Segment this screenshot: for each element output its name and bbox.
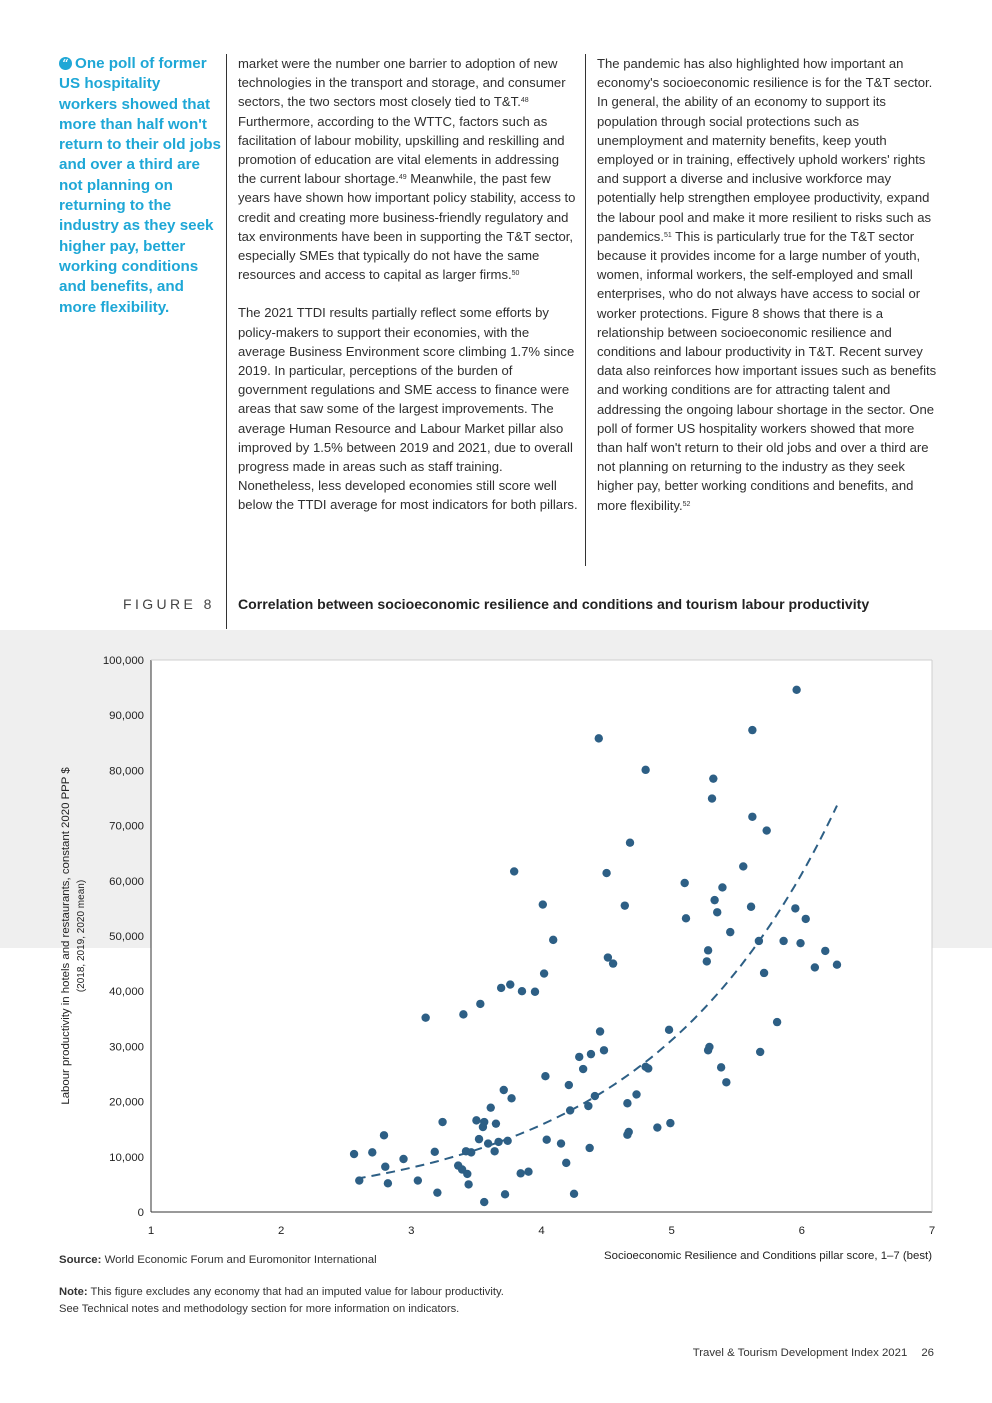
- data-point: [459, 1010, 467, 1018]
- data-point: [703, 957, 711, 965]
- data-point: [500, 1086, 508, 1094]
- data-point: [531, 988, 539, 996]
- column-divider-2: [585, 54, 586, 566]
- data-point: [540, 969, 548, 977]
- footnote-ref: 49: [398, 174, 407, 182]
- data-point: [516, 1169, 524, 1177]
- data-point: [570, 1190, 578, 1198]
- data-point: [507, 1094, 515, 1102]
- data-point: [709, 774, 717, 782]
- y-tick-label: 0: [137, 1207, 144, 1219]
- data-point: [472, 1116, 480, 1124]
- data-point: [524, 1168, 532, 1176]
- data-point: [562, 1159, 570, 1167]
- data-point: [543, 1135, 551, 1143]
- data-point: [621, 901, 629, 909]
- data-point: [591, 1092, 599, 1100]
- data-point: [381, 1163, 389, 1171]
- data-point: [368, 1148, 376, 1156]
- data-point: [480, 1118, 488, 1126]
- data-point: [431, 1148, 439, 1156]
- data-point: [748, 813, 756, 821]
- figure-label: FIGURE 8: [123, 596, 215, 612]
- data-point: [791, 904, 799, 912]
- paragraph: The pandemic has also highlighted how important an economy's socioeconomic resilience is for the T&T sector. In general, the ability of an economy to support its population through social protections such as unemployment and maternity benefits, keep youth employed or in training, effectively uphold workers' rights and support a diverse and inclusive workforce may potentially help strengthen employee productivity, expand the labour pool and make it more resilient to risks such as pandemics.$^{51}$ This is particularly true for the T&T sector because it provides income for a large number of youth, women, informal workers, the self-employed and small enterprises, who do not always have access to social or worker protections. Figure 8 shows that there is a relationship between socioeconomic resilience and conditions and labour productivity in T&T. Recent survey data also reinforces how important issues such as benefits and working conditions are for attracting talent and addressing the ongoing labour shortage in the sector. One poll of former US hospitality workers showed that more than half won't return to their old jobs and over a third are not planning on returning to the industry as they seek higher pay, better working conditions and benefits, and more flexibility.$^{52}$: [597, 56, 937, 513]
- x-tick-label: 3: [408, 1225, 415, 1237]
- footnote-ref: 50: [511, 270, 520, 278]
- data-point: [704, 946, 712, 954]
- data-point: [541, 1072, 549, 1080]
- data-point: [492, 1119, 500, 1127]
- y-tick-label: 100,000: [102, 655, 144, 667]
- data-point: [623, 1099, 631, 1107]
- y-tick-label: 80,000: [109, 765, 144, 778]
- body-column-2: [238, 54, 578, 534]
- data-point: [464, 1180, 472, 1188]
- data-point: [680, 879, 688, 887]
- page-footer: [693, 1347, 934, 1359]
- data-point: [575, 1053, 583, 1061]
- data-point: [609, 959, 617, 967]
- data-point: [494, 1138, 502, 1146]
- data-point: [710, 896, 718, 904]
- body-column-3: [597, 54, 937, 534]
- data-point: [762, 826, 770, 834]
- data-point: [802, 915, 810, 923]
- y-tick-label: 30,000: [109, 1041, 144, 1054]
- data-point: [384, 1179, 392, 1187]
- data-point: [433, 1188, 441, 1196]
- data-point: [350, 1150, 358, 1158]
- data-point: [518, 987, 526, 995]
- data-point: [557, 1139, 565, 1147]
- data-point: [625, 1128, 633, 1136]
- data-point: [584, 1102, 592, 1110]
- data-point: [566, 1106, 574, 1114]
- data-point: [717, 1063, 725, 1071]
- scatter-chart: [0, 630, 992, 1250]
- data-point: [760, 969, 768, 977]
- y-tick-label: 70,000: [109, 820, 144, 833]
- data-point: [756, 1048, 764, 1056]
- data-point: [739, 862, 747, 870]
- data-point: [475, 1135, 483, 1143]
- data-point: [503, 1137, 511, 1145]
- y-tick-label: 40,000: [109, 986, 144, 999]
- data-point: [718, 883, 726, 891]
- y-axis-title: Labour productivity in hotels and restaurants, constant 2020 PPP $: [60, 767, 72, 1105]
- footnote-ref: 51: [663, 231, 672, 239]
- data-point: [565, 1081, 573, 1089]
- data-point: [490, 1147, 498, 1155]
- data-point: [708, 794, 716, 802]
- data-point: [539, 900, 547, 908]
- data-point: [713, 908, 721, 916]
- x-axis-title: Socioeconomic Resilience and Conditions pillar score, 1–7 (best): [604, 1250, 932, 1262]
- paragraph: The 2021 TTDI results partially reflect some efforts by policy-makers to support their economies, with the average Business Environment score climbing 1.7% since 2019. In particular, perceptions of the burden of government regulations and SME access to finance were areas that saw some of the largest improvements. The average Human Resource and Labour Market pillar also improved by 1.5% between 2019 and 2021, due to overall progress made in areas such as staff training. Nonetheless, less developed economies still score well below the TTDI average for most indicators for both pillars.: [238, 305, 578, 513]
- paragraph: market were the number one barrier to adoption of new technologies in the transport and storage, and consumer sectors, the two sectors most closely tied to T&T.$^{48}$ Furthermore, according to the WTTC, factors such as facilitation of labour mobility, upskilling and reskilling and promotion of education are vital elements in addressing the current labour shortage.$^{49}$ Meanwhile, the past few years have shown how important policy stability, access to credit and creating more business-friendly regulatory and tax environments have been in supporting the T&T sector, especially SMEs that typically do not have the same resources and access to capital as larger firms.$^{50}$: [238, 56, 576, 283]
- x-tick-label: 5: [668, 1225, 675, 1237]
- data-point: [414, 1176, 422, 1184]
- footer-title: Travel & Tourism Development Index 2021: [692, 1347, 908, 1359]
- source-line: Source: World Economic Forum and Euromonitor International: [59, 1254, 377, 1266]
- figure-title: Correlation between socioeconomic resilience and conditions and tourism labour productivity: [238, 596, 870, 612]
- column-divider-1: [226, 54, 227, 629]
- footnote-ref: 48: [520, 97, 529, 105]
- y-tick-label: 10,000: [109, 1151, 144, 1164]
- data-point: [476, 1000, 484, 1008]
- data-point: [682, 914, 690, 922]
- data-point: [467, 1148, 475, 1156]
- data-point: [587, 1050, 595, 1058]
- data-point: [549, 936, 557, 944]
- data-point: [463, 1170, 471, 1178]
- data-point: [355, 1176, 363, 1184]
- data-point: [747, 903, 755, 911]
- data-point: [596, 1027, 604, 1035]
- x-tick-label: 1: [147, 1225, 155, 1237]
- data-point: [748, 726, 756, 734]
- x-tick-label: 2: [277, 1225, 285, 1237]
- data-point: [833, 961, 841, 969]
- data-point: [705, 1043, 713, 1051]
- data-point: [487, 1103, 495, 1111]
- data-point: [602, 869, 610, 877]
- data-point: [484, 1139, 492, 1147]
- data-point: [579, 1065, 587, 1073]
- data-point: [501, 1190, 509, 1198]
- data-point: [641, 766, 649, 774]
- y-axis-subtitle: (2018, 2019, 2020 mean): [76, 879, 87, 993]
- data-point: [510, 867, 518, 875]
- data-point: [653, 1123, 661, 1131]
- data-point: [585, 1144, 593, 1152]
- data-point: [796, 939, 804, 947]
- data-point: [722, 1078, 730, 1086]
- data-point: [665, 1026, 673, 1034]
- figure-note: Note: This figure excludes any economy that had an imputed value for labour productivity. See Technical notes and methodology section for more information on indicators.: [59, 1286, 504, 1315]
- data-point: [497, 984, 505, 992]
- pull-quote-text: One poll of former US hospitality workers showed that more than half won't return to their old jobs and over a third are not planning on returning to the industry as they seek higher pay, better working conditions and benefits, and more flexibility.: [59, 55, 221, 316]
- data-point: [506, 980, 514, 988]
- data-point: [755, 937, 763, 945]
- data-point: [626, 839, 634, 847]
- data-point: [726, 928, 734, 936]
- footnote-ref: 52: [682, 500, 691, 508]
- data-point: [773, 1018, 781, 1026]
- x-tick-label: 6: [798, 1225, 806, 1237]
- y-tick-label: 60,000: [109, 875, 144, 888]
- data-point: [595, 734, 603, 742]
- x-tick-label: 4: [538, 1225, 545, 1237]
- data-point: [632, 1090, 640, 1098]
- data-point: [644, 1064, 652, 1072]
- data-point: [438, 1118, 446, 1126]
- data-point: [792, 686, 800, 694]
- y-tick-label: 90,000: [109, 710, 144, 723]
- data-point: [666, 1119, 674, 1127]
- data-point: [779, 937, 787, 945]
- data-point: [421, 1013, 429, 1021]
- data-point: [399, 1155, 407, 1163]
- x-tick-label: 7: [928, 1225, 936, 1237]
- y-tick-label: 20,000: [109, 1096, 144, 1109]
- y-tick-label: 50,000: [109, 931, 144, 943]
- pull-quote: [59, 54, 221, 318]
- quote-icon: “: [59, 57, 72, 70]
- data-point: [821, 947, 829, 955]
- page-number: 26: [921, 1347, 934, 1359]
- data-point: [600, 1046, 608, 1054]
- plot-area: [151, 660, 932, 1212]
- data-point: [480, 1198, 488, 1206]
- data-point: [380, 1131, 388, 1139]
- data-point: [811, 963, 819, 971]
